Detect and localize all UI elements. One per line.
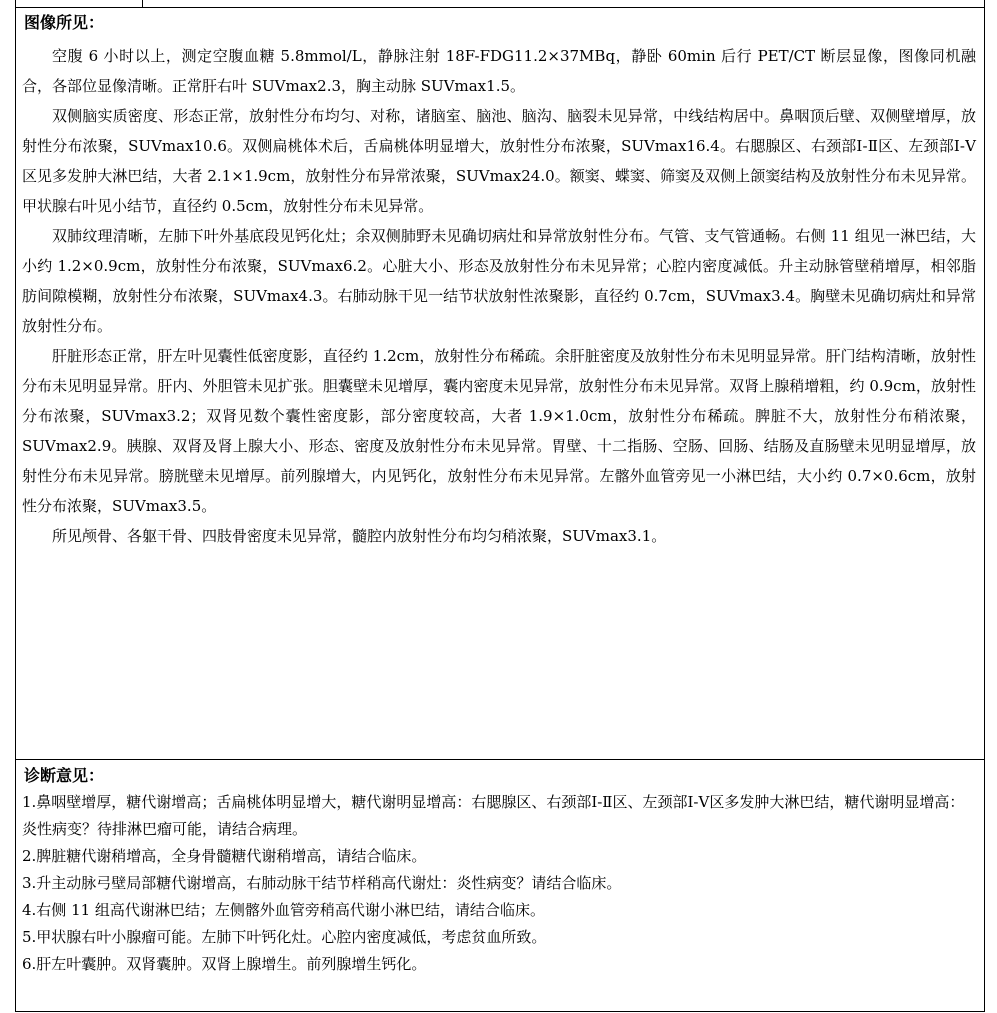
report-frame	[15, 0, 985, 1012]
findings-paragraph: 双侧脑实质密度、形态正常，放射性分布均匀、对称，诸脑室、脑池、脑沟、脑裂未见异常，中线结构居中。鼻咽顶后壁、双侧壁增厚，放射性分布浓聚，SUVmax10.6。双侧扁桃体术后，舌扁桃体明显增大，放射性分布浓聚，SUVmax16.4。右腮腺区、右颈部Ⅰ-Ⅱ区、左颈部Ⅰ-Ⅴ区见多发肿大淋巴结，大者 2.1×1.9cm，放射性分布异常浓聚，SUVmax24.0。额窦、蝶窦、筛窦及双侧上颌窦结构及放射性分布未见异常。甲状腺右叶见小结节，直径约 0.5cm，放射性分布未见异常。	[22, 107, 976, 215]
diagnosis-item: 2.脾脏糖代谢稍增高，全身骨髓糖代谢稍增高，请结合临床。	[22, 847, 427, 865]
diagnosis-item: 4.右侧 11 组高代谢淋巴结；左侧髂外血管旁稍高代谢小淋巴结，请结合临床。	[22, 901, 545, 919]
diagnosis-section	[16, 761, 984, 1011]
diagnosis-list	[22, 789, 976, 978]
diagnosis-item: 1.鼻咽壁增厚，糖代谢增高；舌扁桃体明显增大，糖代谢明显增高：右腮腺区、右颈部Ⅰ-Ⅱ区、左颈部Ⅰ-Ⅴ区多发肿大淋巴结，糖代谢明显增高：炎性病变？待排淋巴瘤可能，请结合病理。	[22, 793, 965, 838]
findings-body	[22, 41, 976, 551]
findings-paragraph: 肝脏形态正常，肝左叶见囊性低密度影，直径约 1.2cm，放射性分布稀疏。余肝脏密度及放射性分布未见明显异常。肝门结构清晰，放射性分布未见明显异常。肝内、外胆管未见扩张。胆囊壁未见增厚，囊内密度未见异常，放射性分布未见异常。双肾上腺稍增粗，约 0.9cm，放射性分布浓聚，SUVmax3.2；双肾见数个囊性密度影，部分密度较高，大者 1.9×1.0cm，放射性分布稀疏。脾脏不大，放射性分布稍浓聚，SUVmax2.9。胰腺、双肾及肾上腺大小、形态、密度及放射性分布未见异常。胃壁、十二指肠、空肠、回肠、结肠及直肠壁未见明显增厚，放射性分布未见异常。膀胱壁未见增厚。前列腺增大，内见钙化，放射性分布未见异常。左髂外血管旁见一小淋巴结，大小约 0.7×0.6cm，放射性分布浓聚，SUVmax3.5。	[22, 347, 976, 515]
findings-section	[16, 8, 984, 760]
diagnosis-item: 6.肝左叶囊肿。双肾囊肿。双肾上腺增生。前列腺增生钙化。	[22, 955, 427, 973]
table-divider-stub	[142, 0, 143, 7]
findings-paragraph: 所见颅骨、各躯干骨、四肢骨密度未见异常，髓腔内放射性分布均匀稍浓聚，SUVmax3.1。	[52, 527, 667, 545]
diagnosis-heading: 诊断意见：	[24, 766, 105, 785]
diagnosis-item: 3.升主动脉弓壁局部糖代谢增高，右肺动脉干结节样稍高代谢灶：炎性病变？请结合临床。	[22, 874, 622, 892]
findings-heading: 图像所见：	[24, 13, 105, 32]
diagnosis-item: 5.甲状腺右叶小腺瘤可能。左肺下叶钙化灶。心腔内密度减低，考虑贫血所致。	[22, 928, 547, 946]
findings-paragraph: 空腹 6 小时以上，测定空腹血糖 5.8mmol/L，静脉注射 18F-FDG11.2×37MBq，静卧 60min 后行 PET/CT 断层显像，图像同机融合，各部位显像清晰。正常肝右叶 SUVmax2.3，胸主动脉 SUVmax1.5。	[22, 47, 976, 95]
findings-paragraph: 双肺纹理清晰，左肺下叶外基底段见钙化灶；余双侧肺野未见确切病灶和异常放射性分布。气管、支气管通畅。右侧 11 组见一淋巴结，大小约 1.2×0.9cm，放射性分布浓聚，SUVmax6.2。心脏大小、形态及放射性分布未见异常；心腔内密度减低。升主动脉管壁稍增厚，相邻脂肪间隙模糊，放射性分布浓聚，SUVmax4.3。右肺动脉干见一结节状放射性浓聚影，直径约 0.7cm，SUVmax3.4。胸壁未见确切病灶和异常放射性分布。	[22, 227, 976, 335]
